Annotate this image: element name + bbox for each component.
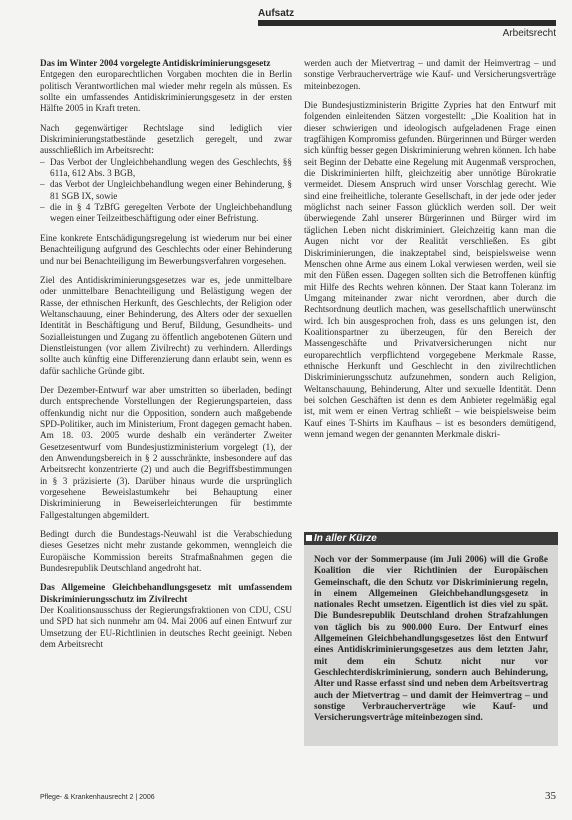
header-section-label: Aufsatz (258, 8, 295, 19)
right-column (304, 58, 556, 448)
intro-paragraph: Entgegen den europarechtlichen Vorgaben mochten die in Berlin politisch Verantwortlichen mal wieder mehr regeln als müssen. Es sollte ein umfassendes Antidiskriminierungsgesetz in der ersten Hälfte 2005 in Kraft treten. (40, 69, 292, 114)
paragraph: Bedingt durch die Bundestags-Neuwahl ist die Verabschiedung dieses Gesetzes nicht mehr zustande gekommen, wenngleich die Europäische Kommission bereits Strafmaßnahmen gegen die Bundesrepublik Deutschland angedroht hat. (40, 529, 292, 574)
section-heading: Das Allgemeine Gleichbehandlungsgesetz mit umfassendem Diskriminierungsschutz im Zivilrecht (40, 582, 292, 604)
header-subject-label: Arbeitsrecht (502, 28, 556, 39)
discrimination-list (40, 157, 292, 225)
page-number: 35 (545, 790, 556, 802)
paragraph: Der Dezember-Entwurf war aber umstritten so überladen, bedingt durch entsprechende Vorstellungen der Regierungsparteien, dass offenkundig nicht nur die Opposition, sondern auch maßgebende SPD-Politiker, auch im Ministerium, Front dagegen gemacht haben. Am 18. 03. 2005 wurde deshalb ein veränderter Zweiter Gesetzesentwurf vom Bundesjustizministerium vorgelegt (1), der den Anwendungsbereich in § 2 ausschränkte, insbesondere auf das Arbeitsrecht konzentrierte (2) und auch die Begriffsbestimmungen in § 3 präzisierte (3). Darüber hinaus wurde die ursprünglich vorgesehene Beweislastumkehr bei Behauptung einer Diskriminierung in Beweiserleichterungen für bestimmte Fallgestaltungen abgemildert. (40, 384, 292, 520)
header-rule (258, 20, 556, 26)
list-item: – Das Verbot der Ungleichbehandlung wegen des Geschlechts, §§ 611a, 612 Abs. 3 BGB, (40, 157, 292, 180)
quote-paragraph: Die Bundesjustizministerin Brigitte Zypries hat den Entwurf mit folgenden einleitenden Sätzen vorgestellt: „Die Koalition hat in dieser schwierigen und ideologisch aufgeladenen Frage einen tragfähigen Kompromiss gefunden. Bürgerinnen und Bürger werden sich künftig besser gegen Diskriminierung wehren können. Ich habe seit Beginn der Debatte eine Regelung mit Augenmaß versprochen, die Diskriminierten hilft, gleichzeitig aber unnötige Bürokratie vermeidet. Diesem Anspruch wird unser Vorschlag gerecht. Wie sind eine freiheitliche, tolerante Gesellschaft, in der jede oder jeder möglichst nach seiner Fasson glücklich werden soll. Der weit überwiegende Zahl unserer Bürgerinnen und Bürger wird im täglichen Leben nicht diskriminiert. Gleichzeitig kann man die Augen nicht vor der Realität verschließen. Es gibt Diskriminierungen, die inakzeptabel sind, beispielsweise wenn Menschen ohne Arme aus einem Lokal verwiesen werden, weil sie mit den Füßen essen. Dagegen sollten sich die Betroffenen künftig mit Hilfe des Rechts wehren können. Der Staat kann Toleranz im Umgang miteinander zwar nicht verordnen, aber durch die Rechtsordnung deutlich machen, was gesellschaftlich unerwünscht wird. Ich bin ausgesprochen froh, dass es uns gelungen ist, den Koalitionspartner zu überzeugen, für den Bereich der Massengeschäfte und Privatversicherungen nicht nur europarechtlich verpflichtend vorgegebene Merkmale Rasse, ethnische Herkunft und Geschlecht in den zivilrechtlichen Diskriminierungsschutz aufzunehmen, sondern auch Religion, Weltanschauung, Behinderung, Alter und sexuelle Identität. Denn bei solchen Geschäften ist denn es dem Anbieter regelmäßig egal ist, mit wem er einen Vertrag schließt – wie beispielsweise beim Kauf eines T-Shirts im Kaufhaus – ist es besonders demütigend, wenn jemand wegen der genannten Merkmale diskri- (304, 100, 556, 439)
page-footer (40, 790, 556, 806)
left-column (40, 58, 292, 659)
journal-citation: Pflege- & Krankenhausrecht 2 | 2006 (40, 794, 155, 801)
intro-heading: Das im Winter 2004 vorgelegte Antidiskriminierungsgesetz (40, 58, 271, 68)
summary-box-text: Noch vor der Sommerpause (im Juli 2006) will die Große Koalition die vier Richtlinien der Europäischen Gemeinschaft, die den Schutz vor Diskriminierung regeln, in einem Allgemeinen Gleichbehandlungsgesetz in nationales Recht umsetzen. Eigentlich ist dies viel zu spät. Die Bundesrepublik Deutschland drohen Strafzahlungen von täglich bis zu 900.000 Euro. Der Entwurf eines Allgemeinen Gleichbehandlungsgesetzes löst den Entwurf eines Antidiskriminierungsgesetzes aus dem letzten Jahr, mit dem ein Schutz nicht nur vor Geschlechterdiskriminierung, sondern auch Behinderung, Alter und Rasse erfasst sind und neben dem Arbeitsvertrag auch der Mietvertrag – und damit der Heimvertrag – und sonstige Verbraucherverträge wie Kauf- und Versicherungsverträge miteinbezogen sind. (314, 554, 548, 723)
paragraph: Eine konkrete Entschädigungsregelung ist wiederum nur bei einer Benachteiligung aufgrund des Geschlechts oder einer Behinderung und nur bei Benachteiligung im Bewerbungsverfahren vorgesehen. (40, 232, 292, 266)
list-item: – das Verbot der Ungleichbehandlung wegen einer Behinderung, § 81 SGB IX, sowie (40, 179, 292, 202)
list-item: – die in § 4 TzBfG geregelten Verbote der Ungleichbehandlung wegen einer Teilzeitbeschäftigung oder einer Befristung. (40, 202, 292, 225)
page-header (258, 8, 556, 39)
square-bullet-icon (306, 535, 312, 541)
paragraph: Der Koalitionsausschuss der Regierungsfraktionen von CDU, CSU und SPD hat sich nunmehr am 04. Mai 2006 auf einen Entwurf zur Umsetzung der EU-Richtlinien in deutsches Recht geeinigt. Neben dem Arbeitsrecht (40, 605, 292, 650)
summary-box-title-bar (304, 532, 558, 545)
summary-box-title: In aller Kürze (314, 533, 377, 544)
paragraph: Nach gegenwärtiger Rechtslage sind lediglich vier Diskriminierungstatbestände gesetzlich geregelt, und zwar ausschließlich im Arbeitsrecht: (40, 122, 292, 156)
paragraph: Ziel des Antidiskriminierungsgesetzes war es, jede unmittelbare oder unmittelbare Benachteiligung und Belästigung wegen der Rasse, der ethnischen Herkunft, des Geschlechts, der Religion oder Weltanschauung, einer Behinderung, des Alters oder der sexuellen Identität in Beschäftigung und Beruf, Bildung, Gesundheits- und Sozialleistungen und Zugang zu öffentlich angebotenen Gütern und Dienstleistungen (vor allem Zivilrecht) zu verhindern. Allerdings sollte auch künftig eine Differenzierung dann erlaubt sein, wenn es dafür sachliche Gründe gibt. (40, 274, 292, 376)
paragraph: werden auch der Mietvertrag – und damit der Heimvertrag – und sonstige Verbraucherverträge wie Kauf- und Versicherungsverträge miteinbezogen. (304, 58, 556, 91)
summary-box (304, 532, 558, 746)
